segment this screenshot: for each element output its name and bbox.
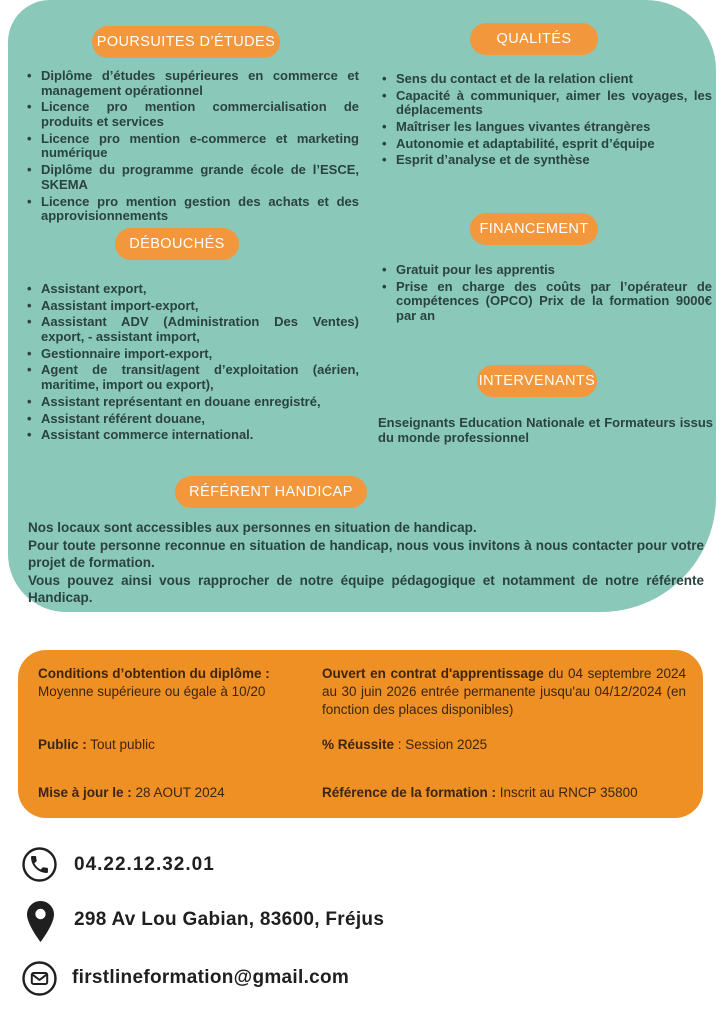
mise-a-jour-info xyxy=(38,784,320,802)
list-item: • Aassistant ADV (Administration Des Ventes) export, - assistant import, xyxy=(25,315,359,344)
list-item: • Maîtriser les langues vivantes étrangères xyxy=(380,120,712,135)
public-info xyxy=(38,736,320,754)
list-item: • Diplôme d’études supérieures en commerce et management opérationnel xyxy=(25,69,359,98)
section-badge-debouches: DÉBOUCHÉS xyxy=(115,228,239,260)
phone-number: 04.22.12.32.01 xyxy=(74,854,215,875)
handicap-paragraph: Vous pouvez ainsi vous rapprocher de notre équipe pédagogique et notamment de notre référente Handicap. xyxy=(28,572,704,605)
list-item: • Gratuit pour les apprentis xyxy=(380,263,712,278)
apprenticeship-label: Ouvert en contrat d'apprentissage xyxy=(322,666,544,681)
apprenticeship-dates: du 04 septembre 2024 au 30 juin 2026 entrée permanente jusqu'au 04/12/2024 (en fonction des places disponibles) xyxy=(322,666,686,717)
handicap-paragraph: Pour toute personne reconnue en situation de handicap, nous vous invitons à nous contacter pour votre projet de formation. xyxy=(28,537,704,570)
mise-a-jour-label: Mise à jour le : xyxy=(38,785,132,800)
list-item: • Diplôme du programme grande école de l’ESCE, SKEMA xyxy=(25,163,359,192)
reussite-label: % Réussite xyxy=(322,737,395,752)
section-badge-referent-handicap: RÉFÉRENT HANDICAP xyxy=(175,476,367,508)
referent-handicap-text xyxy=(28,519,704,607)
poursuites-list xyxy=(25,69,359,226)
list-item: • Esprit d’analyse et de synthèse xyxy=(380,153,712,168)
financement-list xyxy=(380,263,712,326)
list-item: • Prise en charge des coûts par l’opérateur de compétences (OPCO) Prix de la formation 9000€ par an xyxy=(380,280,712,324)
conditions-label: Conditions d’obtention du diplôme : xyxy=(38,666,270,681)
reussite-value: : Session 2025 xyxy=(394,737,488,752)
list-item: • Gestionnaire import-export, xyxy=(25,347,359,362)
list-item: • Sens du contact et de la relation client xyxy=(380,72,712,87)
conditions-obtention xyxy=(38,665,320,701)
list-item: • Assistant référent douane, xyxy=(25,412,359,427)
email-icon xyxy=(22,961,57,996)
handicap-paragraph: Nos locaux sont accessibles aux personnes en situation de handicap. xyxy=(28,520,477,535)
list-item: • Autonomie et adaptabilité, esprit d’équipe xyxy=(380,137,712,152)
list-item: • Assistant représentant en douane enregistré, xyxy=(25,395,359,410)
reference-formation-info xyxy=(322,784,702,802)
list-item: • Assistant export, xyxy=(25,282,359,297)
apprenticeship-info xyxy=(322,665,686,719)
list-item: • Licence pro mention commercialisation de produits et services xyxy=(25,100,359,129)
public-value: Tout public xyxy=(86,737,155,752)
intervenants-text: Enseignants Education Nationale et Formateurs issus du monde professionnel xyxy=(378,415,713,445)
reference-label: Référence de la formation : xyxy=(322,785,497,800)
mise-a-jour-value: 28 AOUT 2024 xyxy=(131,785,225,800)
reference-value: Inscrit au RNCP 35800 xyxy=(496,785,638,800)
conditions-value: Moyenne supérieure ou égale à 10/20 xyxy=(38,684,266,699)
address-text: 298 Av Lou Gabian, 83600, Fréjus xyxy=(74,909,385,930)
section-badge-intervenants: INTERVENANTS xyxy=(477,365,597,397)
teal-info-panel xyxy=(8,0,716,612)
list-item: • Licence pro mention e-commerce et marketing numérique xyxy=(25,132,359,161)
public-label: Public : xyxy=(38,737,87,752)
qualites-list xyxy=(380,72,712,170)
list-item: • Aassistant import-export, xyxy=(25,299,359,314)
debouches-list xyxy=(25,282,359,445)
reussite-info xyxy=(322,736,686,754)
list-item: • Capacité à communiquer, aimer les voyages, les déplacements xyxy=(380,89,712,118)
section-badge-poursuites-detudes: POURSUITES D’ÉTUDES xyxy=(92,26,280,58)
location-pin-icon xyxy=(27,901,54,943)
list-item: • Licence pro mention gestion des achats et des approvisionnements xyxy=(25,195,359,224)
list-item: • Assistant commerce international. xyxy=(25,428,359,443)
diploma-info-box xyxy=(18,650,703,818)
phone-icon xyxy=(22,847,57,882)
section-badge-financement: FINANCEMENT xyxy=(470,213,598,245)
list-item: • Agent de transit/agent d’exploitation (aérien, maritime, import ou export), xyxy=(25,363,359,392)
section-badge-qualites: QUALITÉS xyxy=(470,23,598,55)
email-address: firstlineformation@gmail.com xyxy=(72,967,350,988)
